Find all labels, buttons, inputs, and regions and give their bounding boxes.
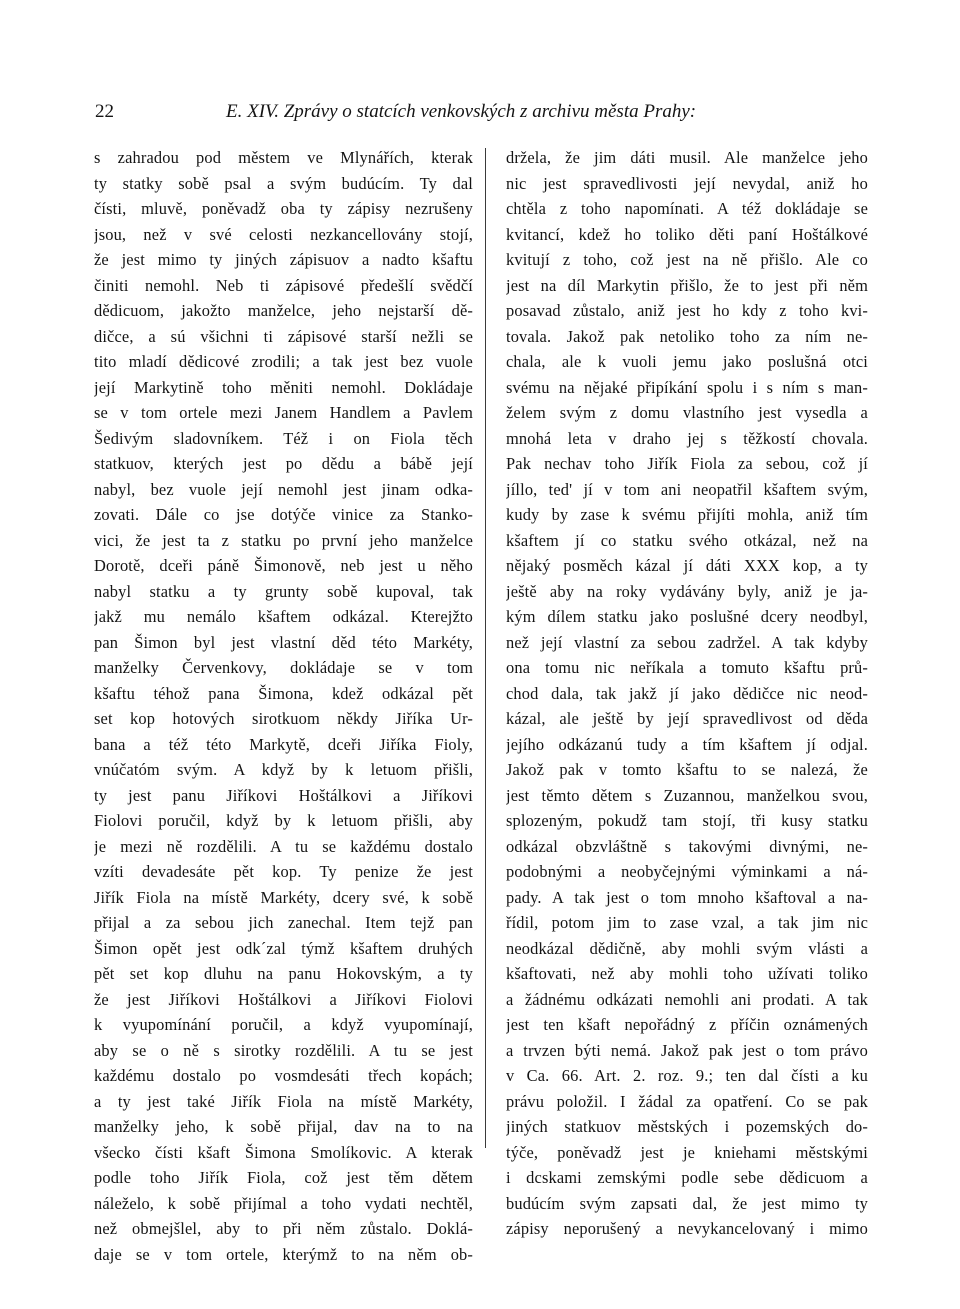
text-line: držela, že jim dáti musil. Ale manželce jeho xyxy=(506,148,868,167)
column-divider xyxy=(485,148,486,1148)
text-line: a žádnému odkázati nemohli ani prodati. A tak xyxy=(506,989,868,1009)
text-line: v Ca. 66. Art. 2. roz. 9.; ten dal čísti a ku xyxy=(506,1066,868,1085)
text-line: kým dílem statku jako poslušné dcery neodbyl, xyxy=(506,607,868,626)
text-line: pady. A tak jest o tom mnoho kšaftoval a na- xyxy=(506,887,868,907)
text-line: nic jest spravedlivosti její nevydal, aniž ho xyxy=(506,173,868,193)
text-line: a ty jest také Jiřík Fiola na místě Markéty, xyxy=(94,1091,473,1111)
text-line: Šimon opět jest odk´zal týmž kšaftem druhých xyxy=(94,938,473,958)
text-line: kudy by zase k svému přijíti mohla, aniž tím xyxy=(506,505,868,524)
text-line: vici, že jest ta z statku po první jeho manželce xyxy=(94,530,473,550)
text-line: než obmejšlel, aby to při něm zůstalo. Doklá- xyxy=(94,1219,473,1238)
text-line: týče, poněvadž jest je kniehami městskými xyxy=(506,1142,868,1162)
text-line: s zahradou pod městem ve Mlynářích, kterak xyxy=(94,148,473,167)
text-line: i dcskami zemskými podle sebe dědicuom a xyxy=(506,1168,868,1187)
text-line: zápisy neporušený a nevykancelovaný i mimo xyxy=(506,1219,868,1238)
text-line: Dorotě, dceři páně Šimonově, neb jest u něho xyxy=(94,556,473,575)
text-line: chtěla z toho napomínati. A též dokládaje se xyxy=(506,199,868,218)
text-line: statkuov, kterých jest po dědu a bábě její xyxy=(94,454,473,473)
text-line: ona tomu nic neříkala a tomuto kšaftu prů- xyxy=(506,658,868,677)
text-line: její Markytině toho měniti nemohl. Dokládaje xyxy=(94,377,473,397)
text-line: že jest mimo ty jiných zápisuov a nadto kšaftu xyxy=(94,250,473,269)
text-line: aby se o ně s sirotky rozdělili. A tu se jest xyxy=(94,1040,473,1060)
text-line: ještě aby na roky vydávány byly, aniž je ja- xyxy=(506,581,868,601)
text-line: Jiřík Fiola na místě Markéty, dcery své, k sobě xyxy=(94,887,473,907)
text-line: manželky jeho, k sobě přijal, dav na to na xyxy=(94,1117,473,1136)
text-line: svému na nějaké připíkání spolu i s ním s man- xyxy=(506,377,868,397)
text-line: Fiolovi poručil, když by k letuom přišli, aby xyxy=(94,811,473,830)
text-line: Jakož pak v tomto kšaftu to se nalezá, že xyxy=(506,760,868,779)
text-line: kšaftovati, než aby mohli toho užívati toliko xyxy=(506,964,868,983)
text-line: že jest Jiříkovi Hoštálkovi a Jiříkovi Fiolovi xyxy=(94,989,473,1009)
text-line: nějaký posměch kázal jí dáti XXX kop, a ty xyxy=(506,556,868,575)
text-line: kšaftu téhož pana Šimona, kdež odkázal pět xyxy=(94,683,473,703)
text-line: jíllo, ted' jí v tom ani neopatřil kšaftem svým, xyxy=(506,479,868,499)
text-line: splozeným, pokudž tam stojí, tři kusy statku xyxy=(506,811,868,830)
text-line: jiných statkuov městských i pozemských do- xyxy=(506,1117,868,1136)
text-line: kvitancí, kdež ho toliko děti paní Hoštálkové xyxy=(506,224,868,244)
text-line: kvitují z toho, což jest na ně přišlo. Ale co xyxy=(506,250,868,269)
text-line: všecko čísti kšaft Šimona Smolíkovic. A kterak xyxy=(94,1142,473,1162)
text-line: přijal a za sebou jich zanechal. Item tejž pan xyxy=(94,913,473,932)
left-column xyxy=(94,145,473,1267)
text-line: chod dala, tak jakž jí jako dědičce nic neod- xyxy=(506,683,868,703)
text-line: set kop hotových sirotkuom někdy Jiříka Ur- xyxy=(94,709,473,728)
text-line: nabyl, bez vuole její nemohl jest jinam odka- xyxy=(94,479,473,499)
text-line: je mezi ně rozdělili. A tu se každému dostalo xyxy=(94,836,473,856)
text-line: ty jest panu Jiříkovi Hoštálkovi a Jiříkovi xyxy=(94,785,473,805)
text-line: čísti, mluvě, poněvadž oba ty zápisy nezrušeny xyxy=(94,199,473,218)
text-line: bana a též této Markytě, dceři Jiříka Fioly, xyxy=(94,734,473,754)
text-line: kšaftem jí co statku svého otkázal, než na xyxy=(506,530,868,550)
text-line: Šedivým sladovníkem. Též i on Fiola těch xyxy=(94,428,473,448)
text-line: se v tom ortele mezi Janem Handlem a Pavlem xyxy=(94,403,473,422)
text-line: jest ten kšaft nepořádný z příčin oznámených xyxy=(506,1015,868,1034)
text-line: manželky Červenkovy, dokládaje se v tom xyxy=(94,658,473,677)
text-line: mnohá leta v draho jej s těžkostí chovala. xyxy=(506,428,868,448)
text-line: Pak nechav toho Jiřík Fiola za sebou, což jí xyxy=(506,454,868,473)
text-line: a trvzen býti nemá. Jakož pak jest o tom právo xyxy=(506,1040,868,1060)
text-line: náleželo, k sobě přijímal a toho vydati nechtěl, xyxy=(94,1193,473,1213)
text-line: neodkázal dědičně, aby mohli svým vlásti a xyxy=(506,938,868,958)
text-line: odkázal obzvláštně s takovými divnými, ne- xyxy=(506,836,868,856)
text-line: ty statky sobě psal a svým budúcím. Ty dal xyxy=(94,173,473,193)
text-line: daje se v tom ortele, kterýmž to na něm ob- xyxy=(94,1244,473,1264)
text-line: tito mladí dědicové zrodili; a tak jest bez vuole xyxy=(94,352,473,371)
text-line: jsou, než v své celosti nezkancellovány stojí, xyxy=(94,224,473,244)
text-line: želem svým z domu vlastního jest vysedla a xyxy=(506,403,868,422)
text-line: jest těmto dětem s Zuzannou, manželkou svou, xyxy=(506,785,868,805)
text-line: chala, ale k vuoli jemu jako poslušná otci xyxy=(506,352,868,371)
text-line: právu položil. I žádal za opatření. Co se pak xyxy=(506,1091,868,1111)
page-number: 22 xyxy=(95,101,114,122)
right-column xyxy=(506,145,868,1242)
text-line: podle toho Jiřík Fiola, což jest těm dětem xyxy=(94,1168,473,1187)
text-line: než její vlastní za sebou zadržel. A tak kdyby xyxy=(506,632,868,652)
text-line: budúcím svým zapsati dal, že jest mimo ty xyxy=(506,1193,868,1213)
text-line: jakž mu nemálo kšaftem odkázal. Kterejžto xyxy=(94,607,473,626)
text-line: jejího odkázanú tudy a tím kšaftem jí odjal. xyxy=(506,734,868,754)
text-line: tovala. Jakož pak netoliko toho za ním ne- xyxy=(506,326,868,346)
text-line: činiti nemohl. Neb ti zápisové předešlí svědčí xyxy=(94,275,473,295)
text-line: jest na díl Markytin přišlo, že to jest při něm xyxy=(506,275,868,295)
text-line: dičce, a sú všichni ti zápisové starší nežli se xyxy=(94,326,473,346)
text-line: posavad zůstalo, aniž jest ho kdy z toho kvi- xyxy=(506,301,868,320)
text-line: řídil, potom jim to zase vzal, a tak jim nic xyxy=(506,913,868,932)
text-line: vnúčatóm svým. A když by k letuom přišli, xyxy=(94,760,473,779)
text-line: k vyupomínání poručil, a když vyupomínají, xyxy=(94,1015,473,1034)
text-line: nabyl statku a ty grunty sobě kupoval, tak xyxy=(94,581,473,601)
running-head: E. XIV. Zprávy o statcích venkovských z archivu města Prahy: xyxy=(226,101,697,122)
text-line: podobnými a neobyčejnými výminkami a ná- xyxy=(506,862,868,881)
text-line: dědicuom, jakožto manželce, jeho nejstarší dě- xyxy=(94,301,473,320)
text-line: zovati. Dále co jse dotýče vinice za Stanko- xyxy=(94,505,473,524)
text-line: vzíti devadesáte pět kop. Ty penize že jest xyxy=(94,862,473,881)
text-line: pět set kop dluhu na panu Hokovským, a ty xyxy=(94,964,473,983)
page-header xyxy=(95,99,875,125)
text-line: každému dostalo po vosmdesáti třech kopách; xyxy=(94,1066,473,1085)
text-line: pan Šimon byl jest vlastní děd této Markéty, xyxy=(94,632,473,652)
text-line: kázal, ale ještě by její spravedlivost od děda xyxy=(506,709,868,728)
